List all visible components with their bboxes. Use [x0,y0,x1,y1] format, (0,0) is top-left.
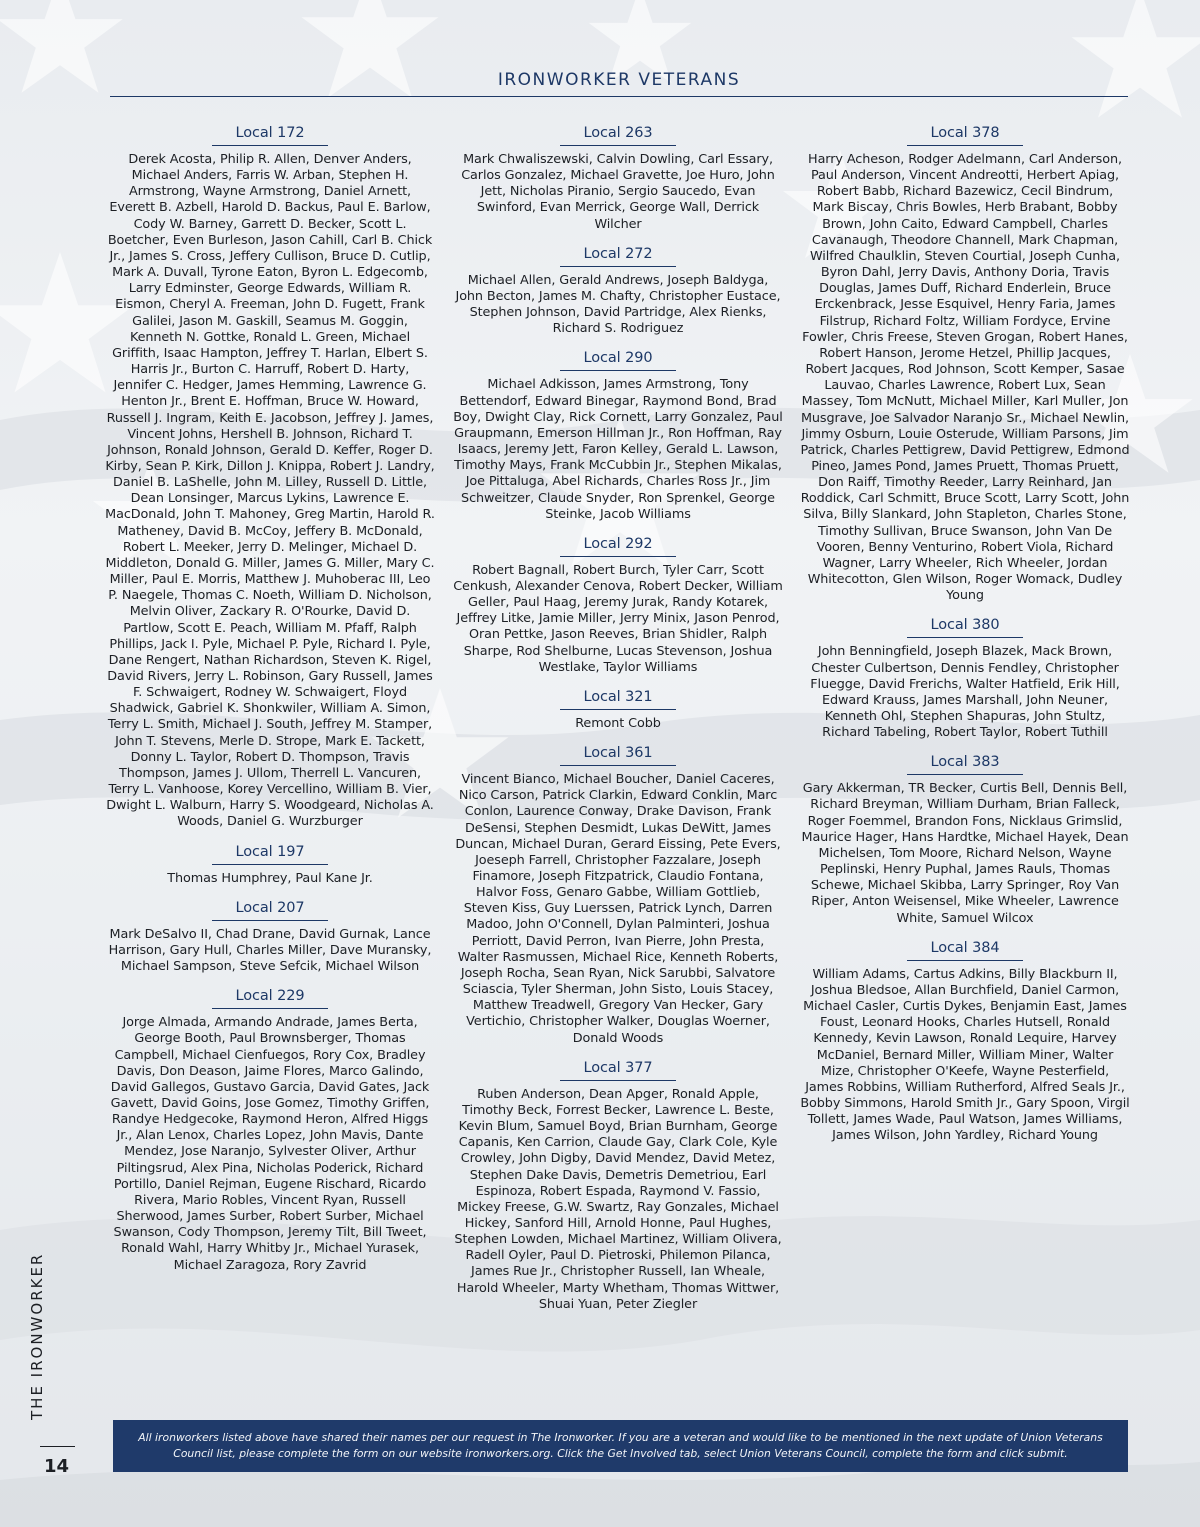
local-member-names: Ruben Anderson, Dean Apger, Ronald Apple, Timothy Beck, Forrest Becker, Lawrence L. Beste, Kevin Blum, Samuel Boyd, Brian Burnham, George Capanis, Ken Carrion, Claude Gay, Clark Cole, Kyle Crowley, John Digby, David Mendez, David Metez, Stephen Dake Davis, Demetris Demetriou, Earl Espinoza, Robert Espada, Raymond V. Fassio, Mickey Freese, G.W. Swartz, Ray Gonzales, Michael Hickey, Sanford Hill, Arnold Honne, Paul Hughes, Stephen Lowden, Michael Martinez, William Olivera, Radell Oyler, Paul D. Pietroski, Philemon Pilanca, James Rue Jr., Christopher Russell, Ian Wheale, Harold Wheeler, Marty Whetham, Thomas Wittwer, Shuai Yuan, Peter Ziegler [454,1086,782,1312]
local-heading: Local 290 [560,349,677,371]
local-member-names: Jorge Almada, Armando Andrade, James Berta, George Booth, Paul Brownsberger, Thomas Campbell, Michael Cienfuegos, Rory Cox, Bradley Davis, Don Deason, Jaime Flores, Marco Galindo, David Gallegos, Gustavo Garcia, David Gates, Jack Gavett, David Goins, Jose Gomez, Timothy Griffen, Randye Hedgecoke, Raymond Heron, Alfred Higgs Jr., Alan Lenox, Charles Lopez, John Mavis, Dante Mendez, Jose Naranjo, Sylvester Oliver, Arthur Piltingsrud, Alex Pina, Nicholas Poderick, Richard Portillo, Daniel Rejman, Eugene Rischard, Ricardo Rivera, Mario Robles, Vincent Ryan, Russell Sherwood, James Surber, Robert Surber, Michael Swanson, Cody Thompson, Jeremy Tilt, Bill Tweet, Ronald Wahl, Harry Whitby Jr., Michael Yurasek, Michael Zaragoza, Rory Zavrid [110,1015,430,1273]
local-heading: Local 321 [560,688,677,710]
local-member-names: John Benningfield, Joseph Blazek, Mack Brown, Chester Culbertson, Dennis Fendley, Christopher Fluegge, David Frerichs, Walter Hatfield, Erik Hill, Edward Krauss, James Marshall, John Neuner, Kenneth Ohl, Stephen Shapuras, John Stultz, Richard Tabeling, Robert Taylor, Robert Tuthill [810,644,1120,741]
local-section [105,843,435,887]
local-member-names: Remont Cobb [575,715,661,731]
local-section [453,245,783,338]
local-heading: Local 292 [560,535,677,557]
local-section [800,124,1130,604]
local-heading: Local 229 [212,987,329,1009]
local-member-names: William Adams, Cartus Adkins, Billy Blackburn II, Joshua Bledsoe, Allan Burchfield, Daniel Carmon, Michael Casler, Curtis Dykes, Benjamin East, James Foust, Leonard Hooks, Charles Hutsell, Ronald Kennedy, Kevin Lawson, Ronald Lequire, Harvey McDaniel, Bernard Miller, William Miner, Walter Mize, Christopher O'Keefe, Wayne Pesterfield, James Robbins, William Rutherford, Alfred Seals Jr., Bobby Simmons, Harold Smith Jr., Gary Spoon, Virgil Tollett, James Wade, Paul Watson, James Williams, James Wilson, John Yardley, Richard Young [800,966,1130,1144]
title-divider [110,96,1128,97]
column-1 [105,124,435,1286]
local-section [453,744,783,1047]
local-section [800,939,1130,1145]
local-heading: Local 207 [212,899,329,921]
local-heading: Local 384 [907,939,1024,961]
local-section [800,616,1130,741]
local-member-names: Harry Acheson, Rodger Adelmann, Carl Anderson, Paul Anderson, Vincent Andreotti, Herbert Apiag, Robert Babb, Richard Bazewicz, Cecil Bindrum, Mark Biscay, Chris Bowles, Herb Brabant, Bobby Brown, John Caito, Edward Campbell, Charles Cavanaugh, Theodore Channell, Mark Chapman, Wilfred Chaulklin, Steven Courtial, Joseph Cunha, Byron Dahl, Jerry Davis, Anthony Doria, Travis Douglas, James Duff, Richard Enderlein, Bruce Erckenbrack, Jesse Esquivel, Henry Faria, James Filstrup, Richard Foltz, William Fordyce, Ervine Fowler, Chris Freese, Steven Grogan, Robert Hanes, Robert Hanson, Jerome Hetzel, Phillip Jacques, Robert Jacques, Rod Johnson, Scott Kemper, Sasae Lauvao, Charles Lawrence, Robert Lux, Sean Massey, Tom McNutt, Michael Miller, Karl Muller, Jon Musgrave, Joe Salvador Naranjo Sr., Michael Newlin, Jimmy Osburn, Louie Osterude, William Parsons, Jim Patrick, Charles Pettigrew, David Pettigrew, Edmond Pineo, James Pond, James Pruett, Thomas Pruett, Don Raiff, Timothy Reeder, Larry Reinhard, Jan Roddick, Carl Schmitt, Bruce Scott, Larry Scott, John Silva, Billy Slankard, John Stapleton, Charles Stone, Timothy Sullivan, Bruce Swanson, John Van De Vooren, Benny Venturino, Robert Viola, Richard Wagner, Larry Wheeler, Rich Wheeler, Jordan Whitecotton, Glen Wilson, Roger Womack, Dudley Young [800,152,1130,604]
local-heading: Local 378 [907,124,1024,146]
local-member-names: Gary Akkerman, TR Becker, Curtis Bell, Dennis Bell, Richard Breyman, William Durham, Brian Falleck, Roger Foemmel, Brandon Fons, Nicklaus Grimslid, Maurice Hager, Hans Hardtke, Michael Hayek, Dean Michelsen, Tom Moore, Richard Nelson, Wayne Peplinski, Henry Puphal, James Rauls, Thomas Schewe, Michael Skibba, Larry Springer, Roy Van Riper, Anton Weisensel, Mike Wheeler, Lawrence White, Samuel Wilcox [801,781,1129,926]
page-number-divider [40,1446,75,1447]
local-member-names: Michael Allen, Gerald Andrews, Joseph Baldyga, John Becton, James M. Chafty, Christopher Eustace, Stephen Johnson, David Partridge, Alex Rienks, Richard S. Rodriguez [455,272,781,337]
local-heading: Local 197 [212,843,329,865]
column-3 [800,124,1130,1156]
footnote-banner: All ironworkers listed above have shared their names per our request in The Ironworker. If you are a veteran and would like to be mentioned in the next update of Union Veterans Council list, please complete the form on our website ironworkers.org. Click the Get Involved tab, select Union Veterans Council, complete the form and click submit. [113,1420,1128,1472]
publication-name: THE IRONWORKER [28,1252,46,1420]
local-heading: Local 377 [560,1059,677,1081]
local-section [453,124,783,233]
local-section [105,899,435,975]
local-section [453,349,783,522]
column-2 [453,124,783,1325]
local-member-names: Mark DeSalvo II, Chad Drane, David Gurnak, Lance Harrison, Gary Hull, Charles Miller, Dave Muransky, Michael Sampson, Steve Sefcik, Michael Wilson [108,926,432,975]
local-section [453,688,783,732]
local-heading: Local 380 [907,616,1024,638]
local-heading: Local 361 [560,744,677,766]
page-title: IRONWORKER VETERANS [497,70,741,90]
local-heading: Local 263 [560,124,677,146]
local-member-names: Michael Adkisson, James Armstrong, Tony Bettendorf, Edward Binegar, Raymond Bond, Brad Boy, Dwight Clay, Rick Cornett, Larry Gonzalez, Paul Graupmann, Emerson Hillman Jr., Ron Hoffman, Ray Isaacs, Jeremy Jett, Faron Kelley, Gerald L. Lawson, Timothy Mays, Frank McCubbin Jr., Stephen Mikalas, Joe Pittaluga, Abel Richards, Charles Ross Jr., Jim Schweitzer, Claude Snyder, Ron Sprenkel, George Steinke, Jacob Williams [453,377,783,522]
local-section [453,535,783,676]
local-member-names: Robert Bagnall, Robert Burch, Tyler Carr, Scott Cenkush, Alexander Cenova, Robert Decker, William Geller, Paul Haag, Jeremy Jurak, Randy Kotarek, Jeffrey Litke, Jamie Miller, Jerry Minix, Jason Penrod, Oran Pettke, Jason Reeves, Brian Shidler, Ralph Sharpe, Rod Shelburne, Lucas Stevenson, Joshua Westlake, Taylor Williams [453,562,783,675]
local-heading: Local 172 [212,124,329,146]
local-section [800,753,1130,926]
local-member-names: Vincent Bianco, Michael Boucher, Daniel Caceres, Nico Carson, Patrick Clarkin, Edward Conklin, Marc Conlon, Laurence Conway, Drake Davison, Frank DeSensi, Stephen Desmidt, Lukas DeWitt, James Duncan, Michael Duran, Gerard Eissing, Pete Evers, Joeseph Farrell, Christopher Fazzalare, Joseph Finamore, Joseph Fitzpatrick, Claudio Fontana, Halvor Foss, Genaro Gabbe, William Gottlieb, Steven Kiss, Guy Luerssen, Patrick Lynch, Darren Madoo, John O'Connell, Dylan Palminteri, Joshua Perriott, David Perron, Ivan Pierre, John Presta, Walter Rasmussen, Michael Rice, Kenneth Roberts, Joseph Rocha, Sean Ryan, Nick Sarubbi, Salvatore Sciascia, Tyler Sherman, John Sisto, Louis Stacey, Matthew Treadwell, Gregory Van Hecker, Gary Vertichio, Christopher Walker, Douglas Woerner, Donald Woods [455,772,781,1046]
local-member-names: Mark Chwaliszewski, Calvin Dowling, Carl Essary, Carlos Gonzalez, Michael Gravette, Joe Huro, John Jett, Nicholas Piranio, Sergio Saucedo, Evan Swinford, Evan Merrick, George Wall, Derrick Wilcher [461,152,775,232]
local-section [453,1059,783,1313]
local-heading: Local 383 [907,753,1024,775]
local-heading: Local 272 [560,245,677,267]
page-number: 14 [44,1456,70,1477]
local-section [105,124,435,831]
local-member-names: Derek Acosta, Philip R. Allen, Denver Anders, Michael Anders, Farris W. Arban, Stephen H. Armstrong, Wayne Armstrong, Daniel Arnett, Everett B. Azbell, Harold D. Backus, Paul E. Barlow, Cody W. Barney, Garrett D. Becker, Scott L. Boetcher, Even Burleson, Jason Cahill, Carl B. Chick Jr., James S. Cross, Jeffery Cullison, Bruce D. Cutlip, Mark A. Duvall, Tyrone Eaton, Byron L. Edgecomb, Larry Edminster, George Edwards, William R. Eismon, Cheryl A. Freeman, John D. Fugett, Frank Galilei, Jason M. Gaskill, Seamus M. Goggin, Kenneth N. Gottke, Ronald L. Green, Michael Griffith, Isaac Hampton, Jeffrey T. Harlan, Elbert S. Harris Jr., Burton C. Harruff, Robert D. Harty, Jennifer C. Hedger, James Hemming, Lawrence G. Henton Jr., Brent E. Hoffman, Bruce W. Howard, Russell J. Ingram, Keith E. Jacobson, Jeffrey J. James, Vincent Johns, Hershell B. Johnson, Richard T. Johnson, Ronald Johnson, Gerald D. Keffer, Roger D. Kirby, Sean P. Kirk, Dillon J. Knippa, Robert J. Landry, Daniel B. LaShelle, John M. Lilley, Russell D. Little, Dean Lonsinger, Marcus Lykins, Lawrence E. MacDonald, John T. Mahoney, Greg Martin, Harold R. Matheney, David B. McCoy, Jeffery B. McDonald, Robert L. Meeker, Jerry D. Melinger, Michael D. Middleton, Donald G. Miller, James G. Miller, Mary C. Miller, Paul E. Morris, Matthew J. Muhoberac III, Leo P. Naegele, Thomas C. Noeth, William D. Nicholson, Melvin Oliver, Zackary R. O'Rourke, David D. Partlow, Scott E. Peach, William M. Pfaff, Ralph Phillips, Jack I. Pyle, Michael P. Pyle, Richard I. Pyle, Dane Rengert, Nathan Richardson, Steven K. Rigel, David Rivers, Jerry L. Robinson, Gary Russell, James F. Schwaigert, Rodney W. Schwaigert, Floyd Shadwick, Gabriel K. Shonkwiler, William A. Simon, Terry L. Smith, Michael J. South, Jeffrey M. Stamper, John T. Stevens, Merle D. Strope, Mark E. Tackett, Donny L. Taylor, Robert D. Thompson, Travis Thompson, James J. Ullom, Therrell L. Vancuren, Terry L. Vanhoose, Korey Vercellino, William B. Vier, Dwight L. Walburn, Harry S. Woodgeard, Nicholas A. Woods, Daniel G. Wurzburger [105,152,435,830]
local-member-names: Thomas Humphrey, Paul Kane Jr. [167,870,373,886]
local-section [105,987,435,1274]
